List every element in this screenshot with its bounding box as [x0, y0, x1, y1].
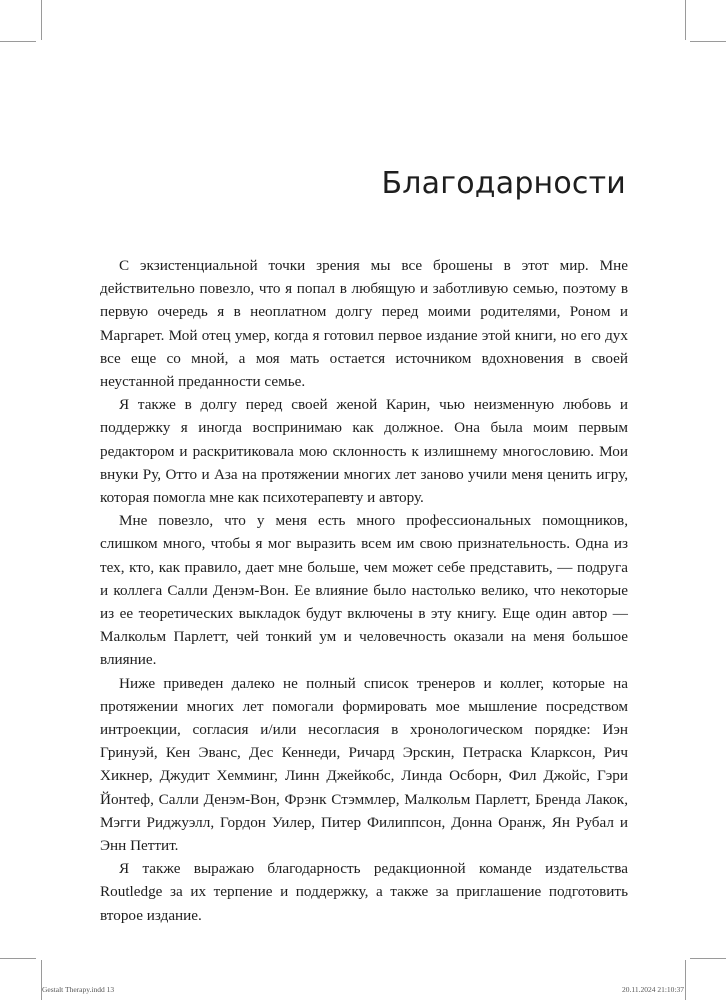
footer-file-info: Gestalt Therapy.indd 13 — [42, 985, 115, 994]
paragraph: Мне повезло, что у меня есть много профессиональных помощников, слишком много, чтобы я мог выразить всем им свою признательность. Одна из тех, кто, как правило, дает мне больше, чем может себе представить, — подруга и коллега Салли Денэм-Вон. Ее влияние было настолько велико, что некоторые из ее теоретических выкладок будут включены в эту книгу. Еще один автор — Малкольм Парлетт, чей тонкий ум и человечность оказали на меня большое влияние. — [100, 512, 628, 669]
crop-mark — [685, 960, 686, 1000]
paragraph: Я также выражаю благодарность редакционной команде издательства Routledge за их терпение и поддержку, а также за приглашение подготовить второе издание. — [100, 860, 628, 924]
crop-mark — [685, 0, 686, 40]
acknowledgements-body — [100, 254, 628, 927]
crop-mark — [690, 958, 726, 959]
footer-timestamp: 20.11.2024 21:10:37 — [621, 985, 684, 994]
paragraph: Я также в долгу перед своей женой Карин, чью неизменную любовь и поддержку я иногда воспринимаю как должное. Она была моим первым редактором и раскритиковала мою склонность к излишнему многословию. Мои внуки Ру, Отто и Аза на протяжении многих лет заново учили меня ценить игру, которая помогла мне как психотерапевту и автору. — [100, 396, 628, 507]
paragraph: Ниже приведен далеко не полный список тренеров и коллег, которые на протяжении многих лет помогали формировать мое мышление посредством интроекции, согласия и/или несогласия в хронологическом порядке: Иэн Гринуэй, Кен Эванс, Дес Кеннеди, Ричард Эрскин, Петраска Кларксон, Рич Хикнер, Джудит Хемминг, Линн Джейкобс, Линда Осборн, Фил Джойс, Гэри Йонтеф, Салли Денэм-Вон, Фрэнк Стэммлер, Малкольм Парлетт, Бренда Лакок, Мэгги Риджуэлл, Гордон Уилер, Питер Филиппсон, Донна Оранж, Ян Рубал и Энн Петтит. — [100, 674, 628, 855]
paragraph: С экзистенциальной точки зрения мы все брошены в этот мир. Мне действительно повезло, что я попал в любящую и заботливую семью, поэтому в первую очередь я в неоплатном долгу перед моими родителями, Роном и Маргарет. Мой отец умер, когда я готовил первое издание этой книги, но его дух все еще со мной, а моя мать остается источником вдохновения в своей неустанной преданности семье. — [100, 257, 628, 391]
page-title: Благодарности — [381, 166, 626, 201]
crop-mark — [0, 41, 36, 42]
crop-mark — [41, 0, 42, 40]
crop-mark — [0, 958, 36, 959]
crop-mark — [690, 41, 726, 42]
crop-mark — [41, 960, 42, 1000]
